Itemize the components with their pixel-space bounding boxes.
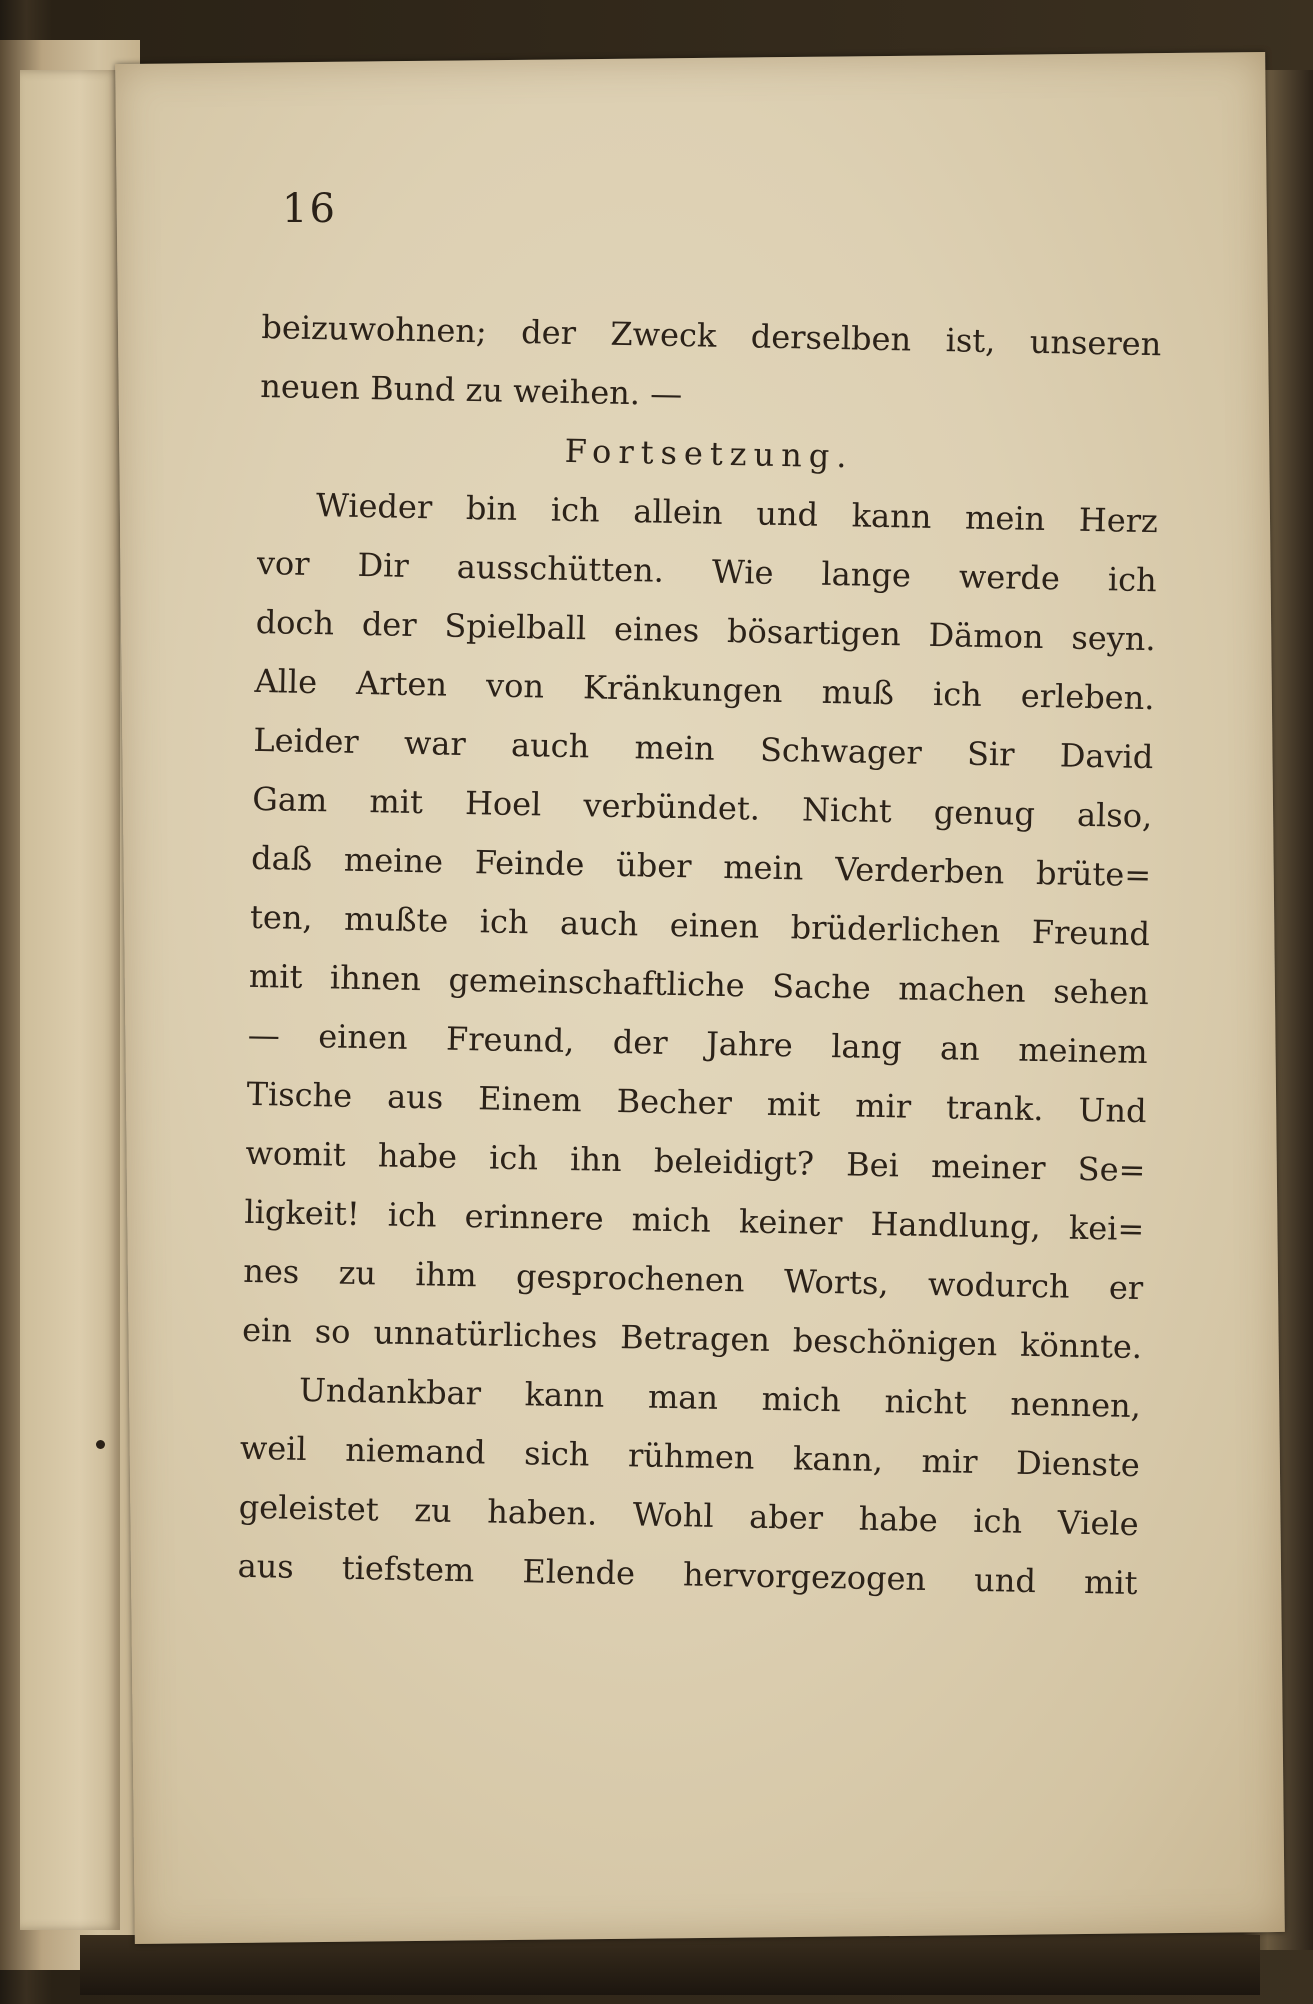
text-line: neuen Bund zu weihen. — bbox=[259, 366, 683, 414]
text-line: aus tiefstem Elende hervorgezogen und mit bbox=[237, 1546, 1138, 1603]
text-line: weil niemand sich rühmen kann, mir Dienste bbox=[239, 1428, 1141, 1485]
text-line: daß meine Feinde über mein Verderben brüte= bbox=[250, 838, 1152, 895]
text-line: doch der Spielball eines bösartigen Dämon seyn. bbox=[255, 602, 1156, 659]
text-line: Alle Arten von Kränkungen muß ich erleben. bbox=[254, 661, 1155, 718]
text-line: Leider war auch mein Schwager Sir David bbox=[253, 720, 1154, 777]
text-line: Wieder bin ich allein und kann mein Herz bbox=[315, 486, 1159, 541]
text-line: Gam mit Hoel verbündet. Nicht genug also, bbox=[252, 779, 1153, 836]
text-line: ligkeit! ich erinnere mich keiner Handlung, kei= bbox=[244, 1192, 1145, 1249]
text-line: — einen Freund, der Jahre lang an meinem bbox=[247, 1015, 1149, 1072]
page-number: 16 bbox=[282, 186, 337, 232]
text-line: Undankbar kann man mich nicht nennen, bbox=[298, 1370, 1142, 1426]
text-line: womit habe ich ihn beleidigt? Bei meiner Se= bbox=[245, 1133, 1146, 1190]
margin-mark bbox=[96, 1440, 105, 1449]
section-heading: Fortsetzung. bbox=[564, 431, 854, 476]
text-line: nes zu ihm gesprochenen Worts, wodurch er bbox=[242, 1251, 1144, 1308]
text-line: geleistet zu haben. Wohl aber habe ich Viele bbox=[238, 1487, 1139, 1544]
text-line: mit ihnen gemeinschaftliche Sache machen sehen bbox=[248, 956, 1150, 1013]
text-line: beizuwohnen; der Zweck derselben ist, unseren bbox=[261, 307, 1162, 364]
text-line: ein so unnatürliches Betragen beschönigen könnte. bbox=[241, 1310, 1143, 1367]
text-line: vor Dir ausschütten. Wie lange werde ich bbox=[256, 543, 1158, 600]
page-text bbox=[237, 298, 1162, 1613]
book-bottom-edge bbox=[80, 1935, 1260, 1995]
text-line: Tische aus Einem Becher mit mir trank. Und bbox=[246, 1074, 1147, 1131]
text-line: ten, mußte ich auch einen brüderlichen Freund bbox=[249, 897, 1151, 954]
